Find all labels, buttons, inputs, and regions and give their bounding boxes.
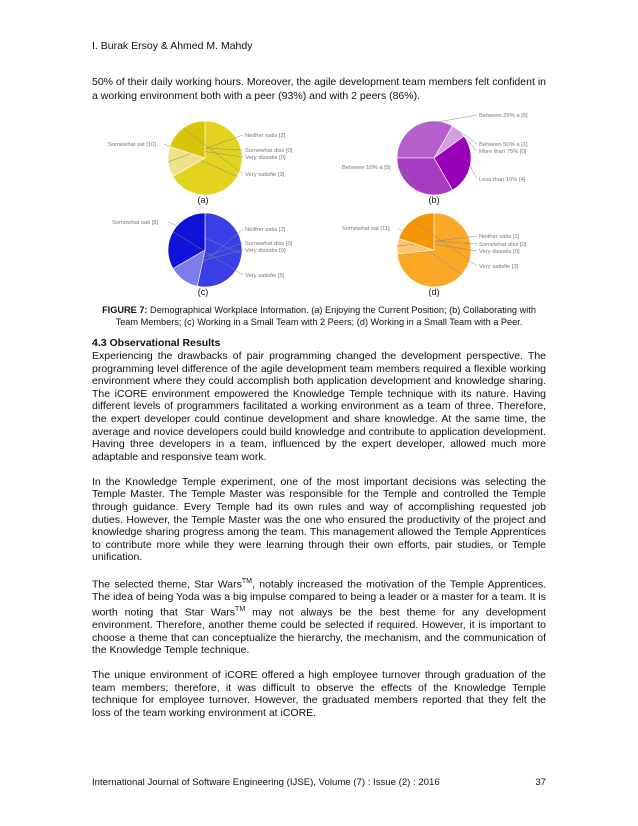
paragraph-4: The unique environment of iCORE offered a high employee turnover through graduation of the team members; therefore, it was difficult to observe the effects of the Knowledge Temple technique for employee turnover. However, the graduated members reported that they felt the loss of the team working environment at iCORE.	[92, 669, 546, 720]
page-number: 37	[535, 777, 546, 788]
leader-line-b-3	[470, 166, 477, 179]
page-footer	[92, 777, 546, 788]
slice-label-c-2: Somewhat diss [0]	[245, 241, 293, 247]
slice-label-c-1: Neither satis [2]	[245, 227, 286, 233]
paragraph-3-part-c: may not always be the best theme for any development environment. Therefore, another theme could be selected if required. However, it is important to choose a theme that can conceptualize the hierarchy, the mechanism, and the communication of the Knowledge Temple technique.	[92, 606, 546, 657]
slice-label-b-0: Between 25% a [5]	[479, 113, 528, 119]
intro-paragraph: 50% of their daily working hours. Moreover, the agile development team members felt confident in a working environment both with a peer (93%) and with 2 peers (86%).	[92, 76, 546, 102]
paragraph-3	[92, 576, 546, 657]
slice-label-d-4: Very satisfie [3]	[479, 264, 519, 270]
trademark-sup: TM	[241, 578, 252, 586]
slice-label-a-3: Very dissatis [0]	[245, 155, 286, 161]
slice-label-c-0: Somewhat sati [8]	[112, 220, 159, 226]
paragraph-3-part-a: The selected theme, Star Wars	[92, 578, 242, 591]
slice-label-c-4: Very satisfie [5]	[245, 273, 285, 279]
slice-label-a-0: Somewhat sat [10]	[108, 142, 157, 148]
slice-label-b-2: More than 75% [0]	[479, 149, 527, 155]
slice-label-d-1: Neither satis [1]	[479, 234, 520, 240]
section-body	[92, 350, 546, 732]
caption-text: Demographical Workplace Information. (a) Enjoying the Current Position; (b) Collaborating with Team Members; (c) Working in a Small Team with 2 Peers; (d) Working in a Small Team with a Peer.	[115, 305, 536, 327]
slice-label-a-4: Very satisfie [3]	[245, 172, 285, 178]
paragraph-1: Experiencing the drawbacks of pair programming changed the development perspective. The programming level difference of the agile development team members required a flexible working environment where they could accomplish both application development and knowledge sharing. The iCORE environment empowered the Knowledge Temple technique with its nature. Having different levels of programmers facilitated a working environment as a team of three. Therefore, the expert developer could continue development and share knowledge. At the same time, the average and novice developers could build knowledge and contribute to application development. Having three developers in a team, influenced by the expert developer, allowed much more adaptable and responsive team work.	[92, 350, 546, 463]
chart-sublabel-d: (d)	[428, 287, 440, 297]
figure-7-pie-charts	[92, 106, 546, 300]
slice-label-b-4: Between 10% a [5]	[342, 165, 391, 171]
running-header: I. Burak Ersoy & Ahmed M. Mahdy	[92, 40, 253, 52]
journal-citation: International Journal of Software Engineering (IJSE), Volume (7) : Issue (2) : 2016	[92, 777, 440, 788]
slice-label-d-0: Somewhat sat [11]	[342, 226, 390, 232]
slice-label-c-3: Very dissatis [0]	[245, 248, 286, 254]
slice-label-d-3: Very dissatis [0]	[479, 249, 520, 255]
trademark-sup: TM	[235, 605, 246, 613]
chart-sublabel-c: (c)	[197, 287, 209, 297]
figure-7	[92, 106, 546, 300]
caption-label: FIGURE 7:	[102, 305, 148, 315]
paragraph-2: In the Knowledge Temple experiment, one of the most important decisions was selecting the Temple Master. The Temple Master was responsible for the Temple and controlled the Temple through guidance. Every Temple had its own rules and way of accomplishing requested job duties. However, the Temple Master was the one who ensured the productivity of the project and knowledge sharing progress among the team. This management allowed the Temple Apprentices to contribute more while they were learning through their own efforts, pair studies, or Temple unification.	[92, 475, 546, 564]
chart-sublabel-b: (b)	[428, 195, 440, 205]
slice-label-a-2: Somewhat diss [0]	[245, 148, 293, 154]
slice-label-b-3: Less than 10% [4]	[479, 177, 526, 183]
slice-label-a-1: Neither satis [2]	[245, 133, 286, 139]
chart-sublabel-a: (a)	[197, 195, 209, 205]
slice-label-d-2: Somewhat diss [0]	[479, 242, 527, 248]
slice-label-b-1: Between 50% a [1]	[479, 142, 528, 148]
section-heading: 4.3 Observational Results	[92, 337, 221, 349]
figure-caption	[92, 304, 546, 328]
paragraph-3-part-b: , notably increased the motivation of the Temple Apprentices. The idea of being Yoda was a big impulse compared to being a leader or a master for a team. It is worth noting that Star Wars	[92, 578, 546, 619]
